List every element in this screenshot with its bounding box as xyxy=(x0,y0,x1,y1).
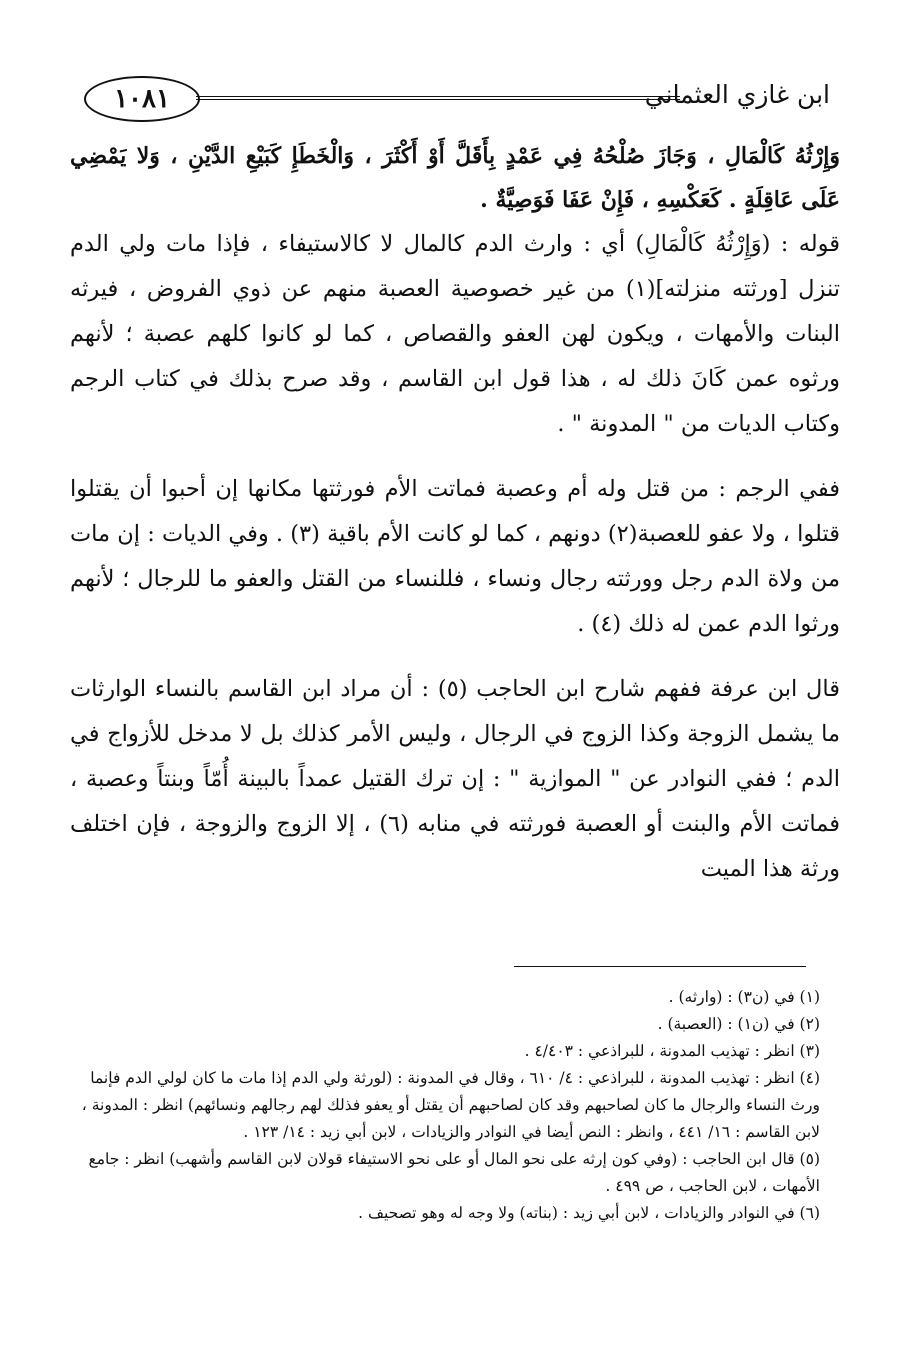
page-number: ١٠٨١ xyxy=(84,76,200,122)
footnote-5: (٥) قال ابن الحاجب : (وفي كون إرثه على نحو المال أو على نحو الاستيفاء قولان لابن القاسم وأشهب) انظر : جامع الأمهات ، لابن الحاجب ، ص ٤٩٩ . xyxy=(88,1150,820,1195)
paragraph-1: قوله : (وَإِرْثُهُ كَالْمَالِ) أي : وارث الدم كالمال لا كالاستيفاء ، فإذا مات ولي الدم تنزل [ورثته منزلته](١) من غير خصوصية العصبة منهم عن ذوي الفروض ، فيرثه البنات والأمهات ، ويكون لهن العفو والقصاص ، كما لو كانوا كلهم عصبة ؛ لأنهم ورثوه عمن كَانَ ذلك له ، هذا قول ابن القاسم ، وقد صرح بذلك في كتاب الرجم وكتاب الديات من " المدونة " . xyxy=(70,231,840,437)
running-title: ابن غازي العثماني xyxy=(644,80,830,109)
page-header xyxy=(70,66,830,126)
footnote-2: (٢) في (ن١) : (العصبة) . xyxy=(657,1015,820,1033)
footnote-1: (١) في (ن٣) : (وارثه) . xyxy=(668,988,820,1006)
footnote-4: (٤) انظر : تهذيب المدونة ، للبراذعي : ٤/ ٦١٠ ، وقال في المدونة : (لورثة ولي الدم إذا مات ما كان لولي الدم فإنما ورث النساء والرجال ما كان لصاحبهم وقد كان لصاحبهم أن يقتل أو يعفو فذلك لهم رجالهم ونسائهم) انظر : المدونة ، لابن القاسم : ١٦/ ٤٤١ ، وانظر : النص أيضا في النوادر والزيادات ، لابن أبي زيد : ١٤/ ١٢٣ . xyxy=(81,1069,820,1141)
footnotes xyxy=(80,984,820,1227)
footnote-6: (٦) في النوادر والزيادات ، لابن أبي زيد : (بناته) ولا وجه له وهو تصحيف . xyxy=(358,1204,820,1222)
paragraph-2: ففي الرجم : من قتل وله أم وعصبة فماتت الأم فورثتها مكانها إن أحبوا أن يقتلوا قتلوا ، ولا عفو للعصبة(٢) دونهم ، كما لو كانت الأم باقية (٣) . وفي الديات : إن مات من ولاة الدم رجل وورثته رجال ونساء ، فللنساء من القتل والعفو ما للرجال ؛ لأنهم ورثوا الدم عمن له ذلك (٤) . xyxy=(70,476,840,637)
main-text xyxy=(70,134,840,892)
footnote-separator xyxy=(514,966,806,967)
paragraph-3: قال ابن عرفة ففهم شارح ابن الحاجب (٥) : أن مراد ابن القاسم بالنساء الوارثات ما يشمل الزوجة وكذا الزوج في الرجال ، وليس الأمر كذلك بل لا مدخل للأزواج في الدم ؛ ففي النوادر عن " الموازية " : إن ترك القتيل عمداً بالبينة أُمّاً وبنتاً وعصبة ، فماتت الأم والبنت أو العصبة فورثته في منابه (٦) ، إلا الزوج والزوجة ، فإن اختلف ورثة هذا الميت xyxy=(70,676,840,882)
header-rule xyxy=(196,96,680,100)
matn-text: وَإِرْثُهُ كَالْمَالِ ، وَجَازَ صُلْحُهُ فِي عَمْدٍ بِأَقَلَّ أَوْ أَكْثَرَ ، وَالْخَطَإِ كَبَيْعِ الدَّيْنِ ، وَلا يَمْضِي عَلَى عَاقِلَةٍ . كَعَكْسِهِ ، فَإِنْ عَفَا فَوَصِيَّةٌ . xyxy=(70,143,840,213)
footnote-3: (٣) انظر : تهذيب المدونة ، للبراذعي : ٤/٤٠٣ . xyxy=(524,1042,820,1060)
